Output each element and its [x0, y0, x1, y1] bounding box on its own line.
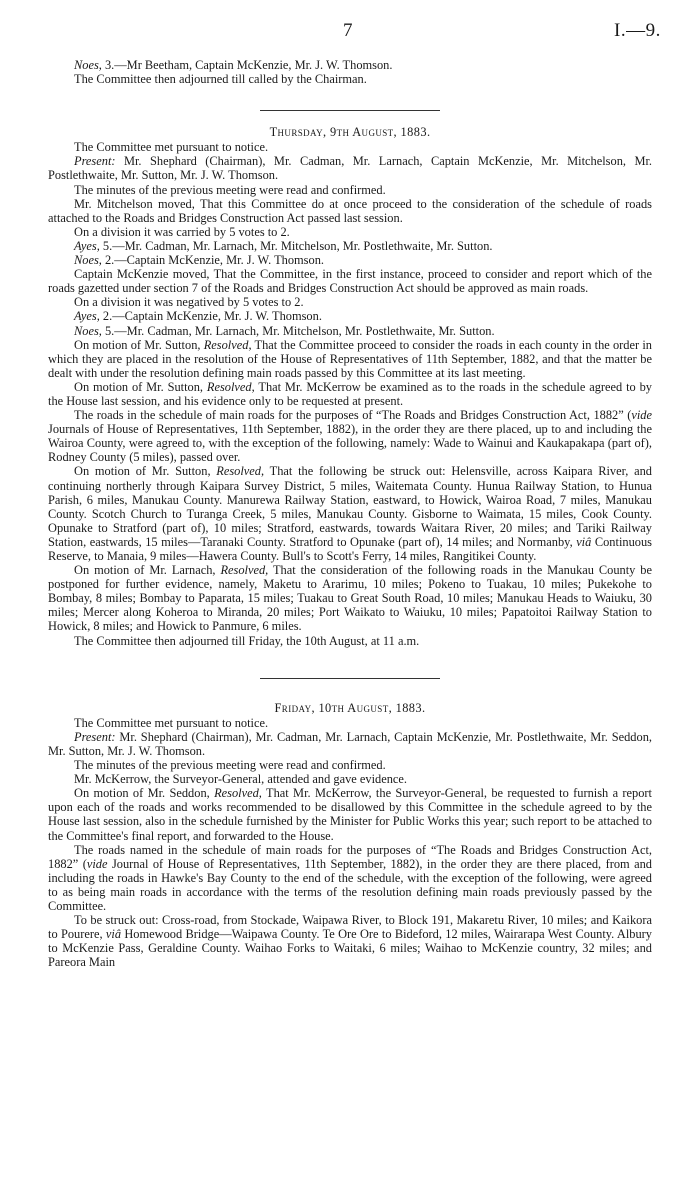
friday-minutes: The minutes of the previous meeting were read and confirmed.: [74, 758, 386, 773]
sutton-resolution: [48, 338, 652, 380]
document-reference: I.—9.: [614, 20, 661, 41]
noes-text: 2.—Captain McKenzie, Mr. J. W. Thomson.: [101, 253, 324, 268]
roads-text: The roads named in the schedule of main roads for the purposes of “The Roads and Bridges Construction Act, 1882” (: [48, 842, 652, 871]
thursday-met: The Committee met pursuant to notice.: [74, 140, 269, 155]
mckerrow-evidence: Mr. McKerrow, the Surveyor-General, attended and gave evidence.: [74, 772, 408, 787]
seddon-resolution: [48, 786, 652, 842]
vide-label: vide: [631, 408, 652, 423]
ayes-label: Ayes,: [74, 238, 100, 253]
sutton-struck-out: [48, 464, 652, 563]
ayes-paragraph: [48, 239, 652, 253]
vide-label: vide: [86, 856, 108, 871]
larnach-resolution: [48, 563, 652, 633]
struck-text: Homewood Bridge—Waipawa County. Te Ore Ore to Bideford, 12 miles, Wairarapa West County. Albury to McKenzie Pass, Geraldine County. Waihao Forks to Waitaki, 6 miles; Waihao to McKenzie country, 32 miles; and Pareora Main: [48, 927, 652, 970]
present-text: Mr. Shephard (Chairman), Mr. Cadman, Mr. Larnach, Captain McKenzie, Mr. Mitchelson, Mr. Postlethwaite, Mr. Sutton, Mr. J. W. Thomson.: [48, 154, 652, 183]
mitchelson-motion: Mr. Mitchelson moved, That this Committee do at once proceed to the consideration of the schedule of roads attached to the Roads and Bridges Construction Act passed last session.: [48, 196, 652, 225]
struck-text: To be struck out: Cross-road, from Stockade, Waipawa River, to Block 191, Makaretu River, 10 miles; and Kaikora to Pourere,: [48, 913, 652, 942]
motion-text: On motion of Mr. Larnach,: [74, 563, 221, 578]
thursday-adjourn: The Committee then adjourned till Friday, the 10th August, at 11 a.m.: [74, 633, 420, 648]
resolved-label: Resolved,: [216, 464, 265, 479]
via-label: viâ: [105, 927, 122, 942]
division-result: On a division it was carried by 5 votes to 2.: [74, 224, 290, 239]
friday-heading: Friday, 10th August, 1883.: [274, 700, 426, 715]
thursday-heading: Thursday, 9th August, 1883.: [269, 125, 431, 140]
motion-text: On motion of Mr. Seddon,: [74, 786, 215, 801]
section-divider: [260, 678, 440, 679]
noes-paragraph: [48, 324, 652, 338]
struck-out-paragraph: [48, 913, 652, 969]
resolution-text: That the Committee proceed to consider the roads in each county in the order in which they are placed in the resolution of the House of Representatives of 11th September, 1882, and that the matter be dealt with under the resolution defining main roads passed by this Committee at its last meeting.: [48, 337, 652, 380]
friday-met: The Committee met pursuant to notice.: [74, 715, 269, 730]
resolved-label: Resolved,: [206, 379, 255, 394]
thursday-present: [48, 154, 652, 182]
resolution-text: That the consideration of the following roads in the Manukau County be postponed for further evidence, namely, Maketu to Ararimu, 10 miles; Pokeno to Tuakau, 10 miles; Pukekohe to Bombay, 8 miles; Bombay to Paparata, 15 miles; Tuakau to Great South Road, 10 miles; Manukau Heads to Waiuku, 30 miles; Mercer along Koheroa to Miranda, 20 miles; Port Waikato to Waiuku, 10 miles; Papatoitoi Railway Station to Howick, 8 miles; and Howick to Panmure, 6 miles.: [48, 563, 652, 634]
thursday-minutes: The minutes of the previous meeting were read and confirmed.: [74, 182, 386, 197]
section-divider: [260, 110, 440, 111]
ayes-label: Ayes,: [74, 309, 100, 324]
motion-text: On motion of Mr. Sutton,: [74, 379, 207, 394]
ayes-text: 2.—Captain McKenzie, Mr. J. W. Thomson.: [99, 309, 322, 324]
motion-text: On motion of Mr. Sutton,: [74, 337, 204, 352]
roads-text: Journal of House of Representatives, 11th September, 1882), in the order they are there placed, from and including the roads in Hawke's Bay County to the end of the schedule, with the exception of the following, were agreed to as being main roads in accordance with the terms of the resolution defining main roads previously passed by the Committee.: [48, 856, 652, 913]
resolved-label: Resolved,: [203, 337, 252, 352]
roads-schedule-paragraph: [48, 408, 652, 464]
present-text: Mr. Shephard (Chairman), Mr. Cadman, Mr. Larnach, Captain McKenzie, Mr. Postlethwaite, Mr. Seddon, Mr. Sutton, Mr. J. W. Thomson.: [48, 729, 652, 758]
noes-paragraph: [48, 58, 652, 72]
struck-text: That the following be struck out: Helensville, across Kaipara River, and continuing northerly through Kaipara Survey District, 5 miles, Waitemata County. Hunua Railway Station, to Hunua Parish, 6 miles, Manukau County. Manurewa Railway Station, eastward, to Howick, Wairoa Road, 7 miles, Manukau County. Scotch Church to Turanga Creek, 5 miles, Manukau County. Gisborne to Waimata, 15 miles, Cook County. Opunake to Stratford (part of), 10 miles; Stratford, eastwards, towards Waitara River, 20 miles; and Tariki Railway Station, eastwards, 15 miles—Taranaki County. Stratford to Opunake (part of), 14 miles; and Normanby,: [48, 464, 652, 549]
sutton-resolution: [48, 380, 652, 408]
via-label: viâ: [576, 534, 592, 549]
resolved-label: Resolved,: [220, 563, 269, 578]
noes-label: Noes,: [74, 58, 102, 72]
page-number: 7: [343, 20, 353, 41]
friday-present: [48, 730, 652, 758]
adjourn-paragraph: The Committee then adjourned till called by the Chairman.: [74, 72, 367, 87]
noes-label: Noes,: [74, 253, 102, 268]
roads-schedule-paragraph: [48, 843, 652, 913]
noes-label: Noes,: [74, 323, 102, 338]
division-result: On a division it was negatived by 5 votes to 2.: [74, 295, 304, 310]
motion-text: On motion of Mr. Sutton,: [74, 464, 217, 479]
resolution-text: That Mr. McKerrow, the Surveyor-General, be requested to furnish a report upon each of the roads and works recommended to be disallowed by this Committee in the schedule agreed to by the House last session, also in the schedule furnished by the Minister for Public Works this year; such report to be attached to the Committee's final report, and forwarded to the House.: [48, 786, 653, 843]
struck-text: Continuous Reserve, to Manaia, 9 miles—Hawera County. Bull's to Scott's Ferry, 14 miles, Rangitikei County.: [48, 534, 652, 563]
mckenzie-motion: Captain McKenzie moved, That the Committee, in the first instance, proceed to consider and report which of the roads gazetted under section 7 of the Roads and Bridges Construction Act should be approved as main roads.: [48, 267, 652, 296]
noes-text: 5.—Mr. Cadman, Mr. Larnach, Mr. Mitchelson, Mr. Postlethwaite, Mr. Sutton.: [101, 323, 495, 338]
noes-paragraph: [48, 253, 652, 267]
resolution-text: That Mr. McKerrow be examined as to the roads in the schedule agreed to by the House last session, and his evidence only to be requested at present.: [48, 379, 652, 408]
present-label: Present:: [74, 154, 116, 169]
resolved-label: Resolved,: [214, 786, 262, 801]
ayes-text: 5.—Mr. Cadman, Mr. Larnach, Mr. Mitchelson, Mr. Postlethwaite, Mr. Sutton.: [99, 238, 493, 253]
roads-text: The roads in the schedule of main roads for the purposes of “The Roads and Bridges Construction Act, 1882” (: [74, 408, 632, 423]
document-body: [48, 58, 652, 969]
noes-text: 3.—Mr Beetham, Captain McKenzie, Mr. J. W. Thomson.: [101, 58, 393, 72]
ayes-paragraph: [48, 309, 652, 323]
roads-text: Journals of House of Representatives, 11th September, 1882), in the order they are there placed, up to and including the Wairoa County, were agreed to, with the exception of the following, namely: Wade to Wainui and Kaukapakapa (part of), Rodney County (5 miles), passed over.: [48, 422, 652, 465]
present-label: Present:: [74, 729, 116, 744]
